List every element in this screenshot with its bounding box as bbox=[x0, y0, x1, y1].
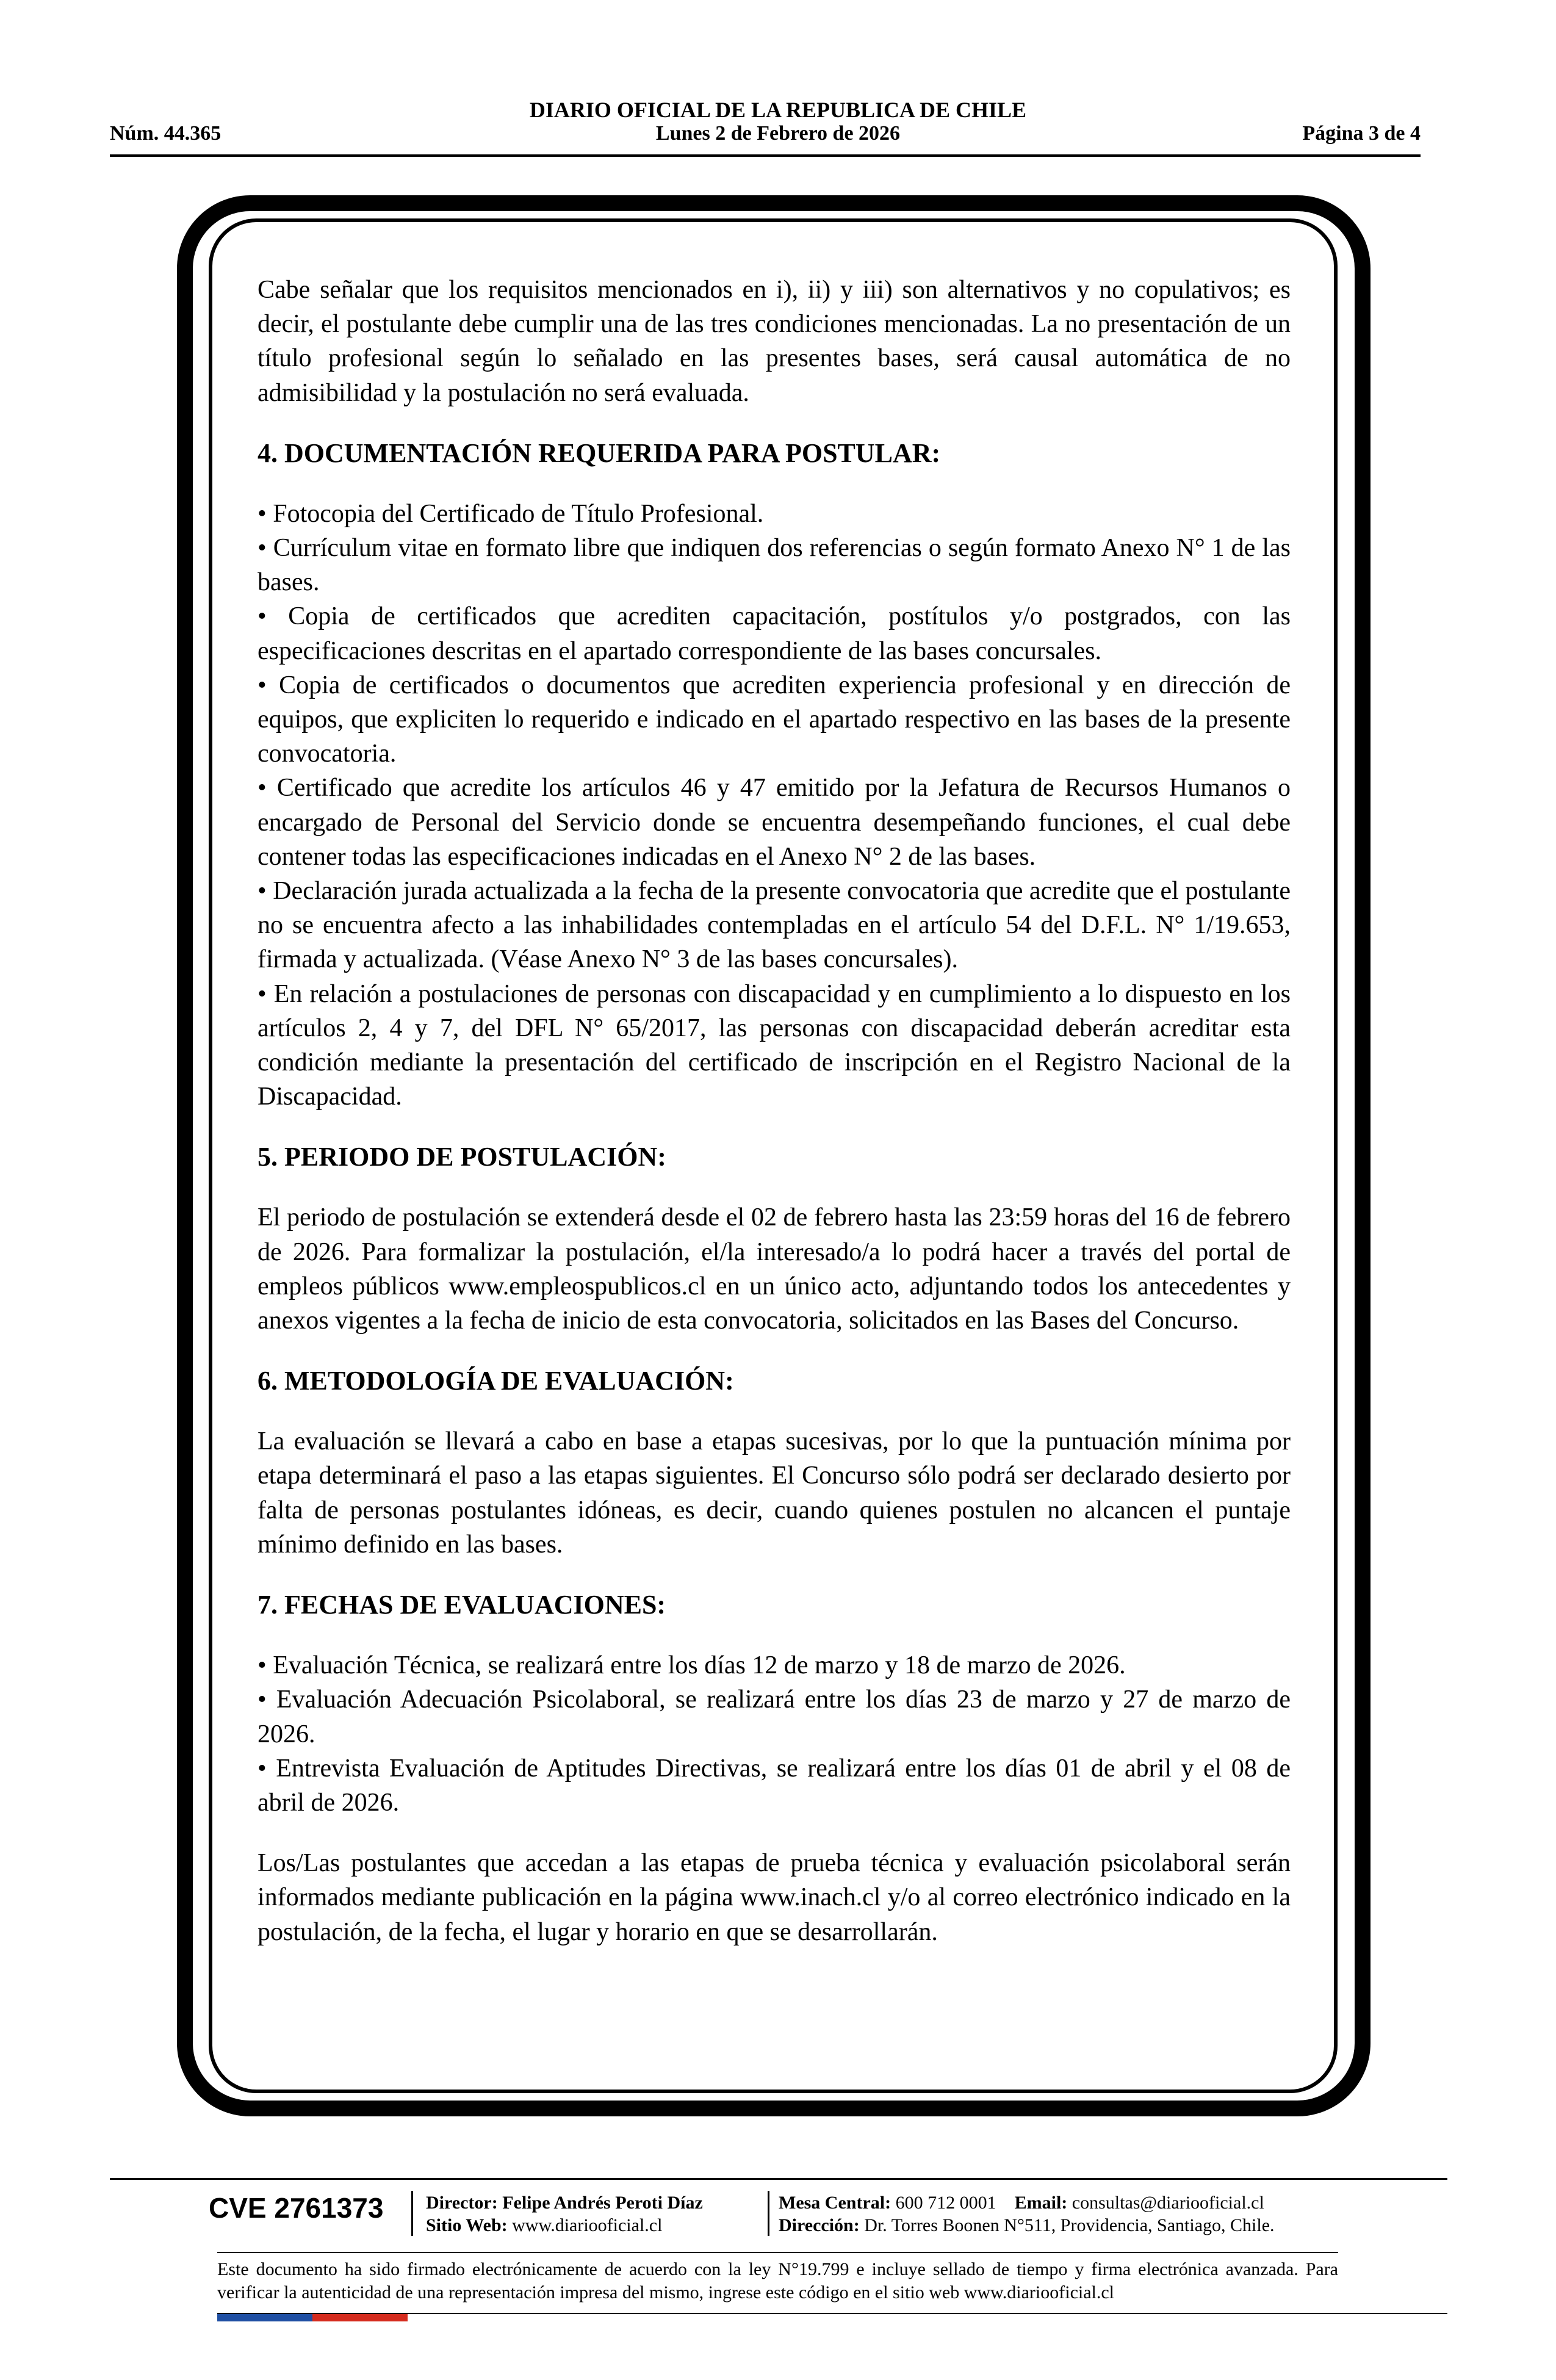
phone-label: Mesa Central: bbox=[779, 2193, 891, 2213]
email-link[interactable]: consultas@diariooficial.cl bbox=[1072, 2193, 1264, 2213]
section-6-heading: 6. METODOLOGÍA DE EVALUACIÓN: bbox=[258, 1366, 734, 1396]
section-5-heading: 5. PERIODO DE POSTULACIÓN: bbox=[258, 1142, 666, 1172]
footer-divider bbox=[217, 2252, 1338, 2253]
document-body bbox=[258, 273, 1291, 1949]
footer-separator bbox=[411, 2191, 413, 2236]
flag-stripe bbox=[217, 2314, 408, 2321]
section-6-text: La evaluación se llevará a cabo en base a etapas sucesivas, por lo que la puntuación mínima por etapa determinará el paso a las etapas siguientes. El Concurso sólo podrá ser declarado desierto por falta de personas postulantes idóneas, es decir, cuando quienes postulen no alcancen el puntaje mínimo definido en las bases. bbox=[258, 1427, 1291, 1559]
flag-red-segment bbox=[312, 2314, 408, 2321]
issue-number: Núm. 44.365 bbox=[110, 122, 222, 145]
website-link[interactable]: www.diariooficial.cl bbox=[512, 2215, 663, 2235]
list-item: • Currículum vitae en formato libre que indiquen dos referencias o según formato Anexo N° 1 de las bases. bbox=[258, 534, 1291, 597]
director-label: Director: bbox=[426, 2193, 498, 2213]
website-label: Sitio Web: bbox=[426, 2215, 508, 2235]
cve-code: CVE 2761373 bbox=[209, 2192, 384, 2224]
list-item: • En relación a postulaciones de personas con discapacidad y en cumplimiento a lo dispuesto en los artículos 2, 4 y 7, del DFL N° 65/2017, las personas con discapacidad deberán acreditar esta condición mediante la presentación del certificado de inscripción en el Registro Nacional de la Discapacidad. bbox=[258, 979, 1291, 1111]
list-item: • Declaración jurada actualizada a la fecha de la presente convocatoria que acredite que el postulante no se encuentra afecto a las inhabilidades contempladas en el artículo 54 del D.F.L. N° 1/19.653, firmada y actualizada. (Véase Anexo N° 3 de las bases concursales). bbox=[258, 877, 1291, 974]
footer-contact-right bbox=[779, 2191, 1275, 2237]
list-item: • Evaluación Técnica, se realizará entre los días 12 de marzo y 18 de marzo de 2026. bbox=[258, 1651, 1126, 1680]
footer-contact-left bbox=[426, 2191, 703, 2237]
section-4-heading: 4. DOCUMENTACIÓN REQUERIDA PARA POSTULAR: bbox=[258, 438, 941, 468]
section-7-heading: 7. FECHAS DE EVALUACIONES: bbox=[258, 1590, 666, 1620]
footer-divider bbox=[110, 2178, 1447, 2180]
flag-blue-segment bbox=[217, 2314, 312, 2321]
phone-number: 600 712 0001 bbox=[895, 2193, 996, 2213]
journal-title: DIARIO OFICIAL DE LA REPUBLICA DE CHILE bbox=[529, 98, 1027, 122]
list-item: • Copia de certificados o documentos que acrediten experiencia profesional y en dirección de equipos, que expliciten lo requerido e indicado en el apartado respectivo en las bases de la presente convocatoria. bbox=[258, 671, 1291, 768]
list-item: • Copia de certificados que acrediten capacitación, postítulos y/o postgrados, con las especificaciones descritas en el apartado correspondiente de las bases concursales. bbox=[258, 602, 1291, 665]
list-item: • Fotocopia del Certificado de Título Profesional. bbox=[258, 499, 764, 528]
email-label: Email: bbox=[1014, 2193, 1068, 2213]
header-divider bbox=[110, 154, 1421, 157]
address-value: Dr. Torres Boonen N°511, Providencia, Santiago, Chile. bbox=[864, 2215, 1275, 2235]
issue-date: Lunes 2 de Febrero de 2026 bbox=[655, 122, 901, 145]
page-number: Página 3 de 4 bbox=[1302, 122, 1421, 145]
section-7-closing: Los/Las postulantes que accedan a las etapas de prueba técnica y evaluación psicolaboral serán informados mediante publicación en la página www.inach.cl y/o al correo electrónico indicado en la postulación, de la fecha, el lugar y horario en que se desarrollarán. bbox=[258, 1849, 1291, 1946]
intro-paragraph: Cabe señalar que los requisitos mencionados en i), ii) y iii) son alternativos y no copulativos; es decir, el postulante debe cumplir una de las tres condiciones mencionadas. La no presentación de un título profesional según lo señalado en las presentes bases, será causal automática de no admisibilidad y la postulación no será evaluada. bbox=[258, 276, 1291, 407]
director-name: Felipe Andrés Peroti Díaz bbox=[502, 2193, 703, 2213]
section-5-text: El periodo de postulación se extenderá desde el 02 de febrero hasta las 23:59 horas del 16 de febrero de 2026. Para formalizar la postulación, el/la interesado/a lo podrá hacer a través del portal de empleos públicos www.empleospublicos.cl en un único acto, adjuntando todos los antecedentes y anexos vigentes a la fecha de inicio de esta convocatoria, solicitados en las Bases del Concurso. bbox=[258, 1203, 1291, 1335]
signature-note: Este documento ha sido firmado electrónicamente de acuerdo con la ley N°19.799 e incluye sellado de tiempo y firma electrónica avanzada. Para verificar la autenticidad de una representación impresa del mismo, ingrese este código en el sitio web www.diariooficial.cl bbox=[217, 2259, 1338, 2302]
list-item: • Evaluación Adecuación Psicolaboral, se realizará entre los días 23 de marzo y 27 de marzo de 2026. bbox=[258, 1686, 1291, 1748]
footer-separator bbox=[768, 2191, 769, 2236]
list-item: • Entrevista Evaluación de Aptitudes Directivas, se realizará entre los días 01 de abril y el 08 de abril de 2026. bbox=[258, 1754, 1291, 1817]
list-item: • Certificado que acredite los artículos 46 y 47 emitido por la Jefatura de Recursos Humanos o encargado de Personal del Servicio donde se encuentra desempeñando funciones, el cual debe contener todas las especificaciones indicadas en el Anexo N° 2 de las bases. bbox=[258, 774, 1291, 871]
address-label: Dirección: bbox=[779, 2215, 860, 2235]
